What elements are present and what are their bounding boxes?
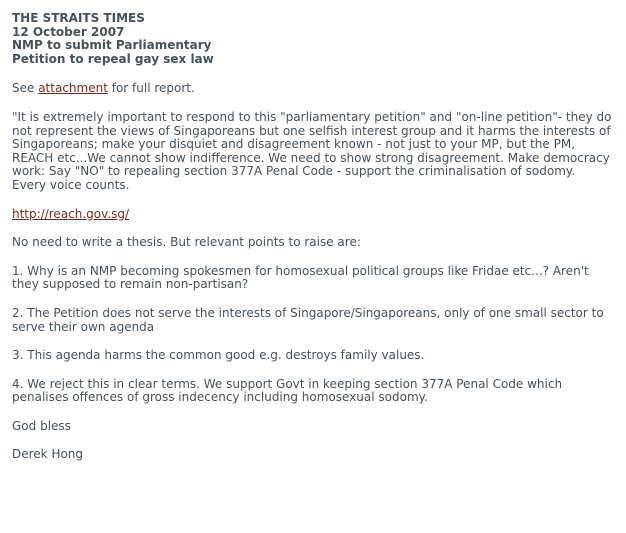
publication-name: THE STRAITS TIMES xyxy=(12,11,145,25)
headline-line-1: NMP to submit Parliamentary xyxy=(12,38,212,53)
article-header xyxy=(12,12,612,66)
attachment-link[interactable]: attachment xyxy=(38,81,108,96)
article-date: 12 October 2007 xyxy=(12,24,125,39)
signature: Derek Hong xyxy=(12,447,84,462)
see-prefix: See xyxy=(12,81,39,96)
letter-body xyxy=(12,12,612,477)
point-1: 1. Why is an NMP becoming spokesmen for homosexual political groups like Fridae etc...? Aren't they supposed to remain non-partisan? xyxy=(12,263,589,292)
see-attachment-line xyxy=(12,82,612,96)
reach-link-paragraph xyxy=(12,208,612,222)
point-3: 3. This agenda harms the common good e.g. destroys family values. xyxy=(12,348,425,363)
headline-line-2: Petition to repeal gay sex law xyxy=(12,51,214,66)
intro-paragraph: No need to write a thesis. But relevant points to raise are: xyxy=(12,235,361,250)
quote-paragraph: "It is extremely important to respond to this "parliamentary petition" and "on-line petition"- they do not represent the views of Singaporeans but one selfish interest group and it harms the interests of Singaporeans; make your disquiet and disagreement known - not just to your MP, but the PM, REACH etc...We cannot show indifference. We need to show strong disagreement. Make democracy work: Say "NO" to repealing section 377A Penal Code - support the criminalisation of sodomy. Every voice counts. xyxy=(12,109,612,192)
see-suffix: for full report. xyxy=(107,81,195,96)
closing-line: God bless xyxy=(12,418,71,433)
reach-link[interactable]: http://reach.gov.sg/ xyxy=(12,206,130,221)
point-4: 4. We reject this in clear terms. We support Govt in keeping section 377A Penal Code which penalises offences of gross indecency including homosexual sodomy. xyxy=(12,376,563,405)
point-2: 2. The Petition does not serve the interests of Singapore/Singaporeans, only of one small sector to serve their own agenda xyxy=(12,305,604,334)
